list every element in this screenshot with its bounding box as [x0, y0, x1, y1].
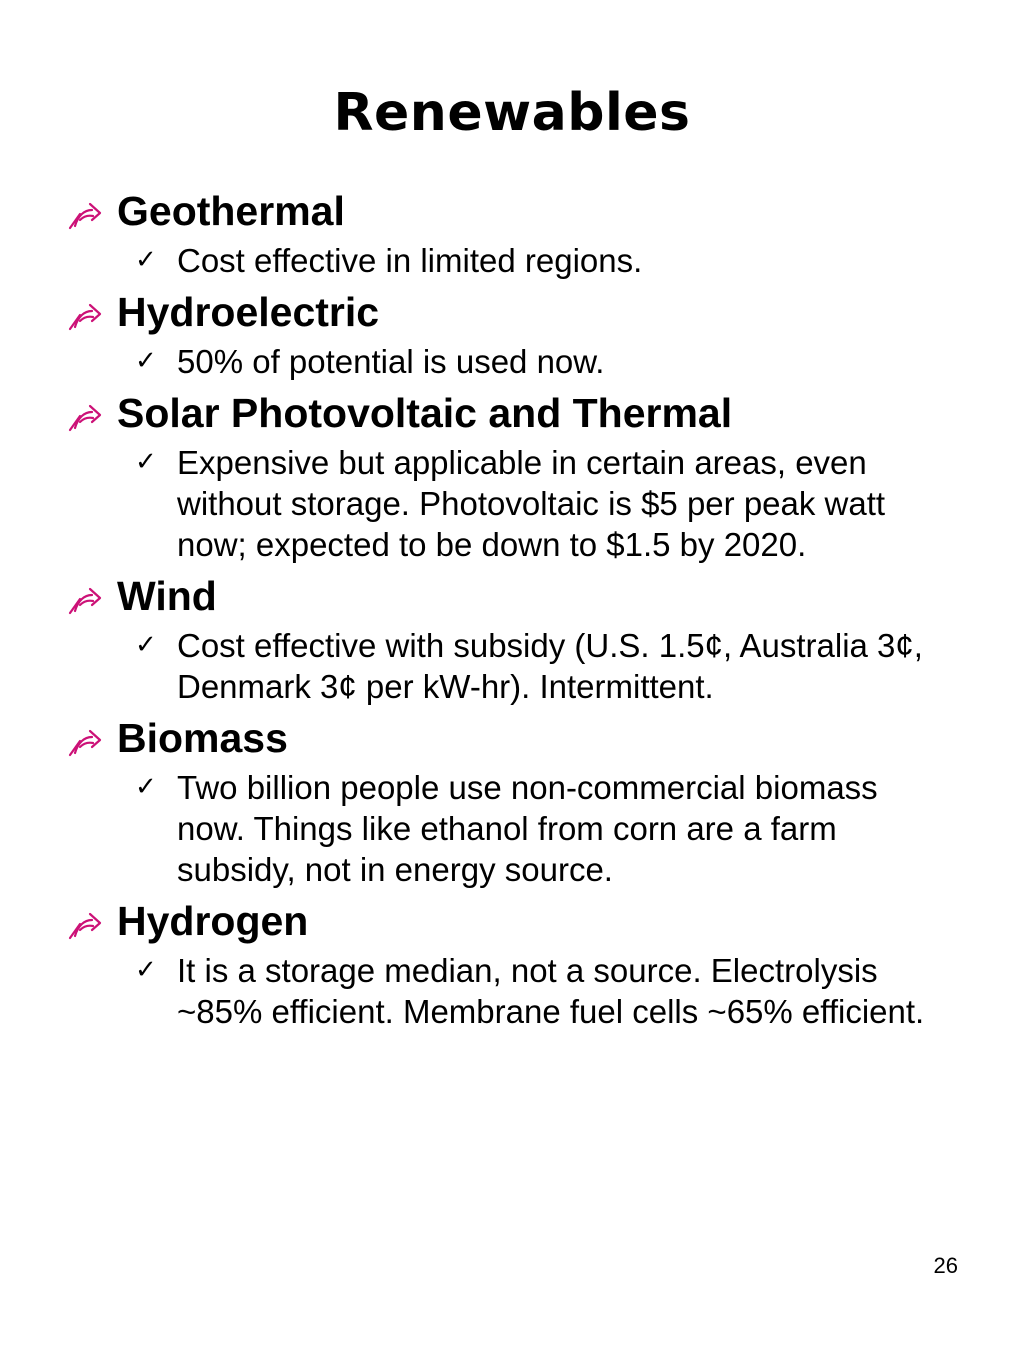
curved-arrow-icon — [66, 723, 102, 759]
checkmark-icon: ✓ — [135, 630, 157, 660]
topic-detail: Expensive but applicable in certain areas, even without storage. Photovoltaic is $5 per peak watt now; expected to be down to $1.5 by 2020. — [177, 444, 886, 563]
topic-label: Wind — [117, 573, 217, 619]
list-item-biomass — [66, 713, 966, 890]
list-item-hydroelectric — [66, 287, 966, 382]
curved-arrow-icon — [66, 297, 102, 333]
curved-arrow-icon — [66, 581, 102, 617]
list-item-wind — [66, 571, 966, 707]
checkmark-icon: ✓ — [135, 772, 157, 802]
topic-detail: Cost effective with subsidy (U.S. 1.5¢, Australia 3¢, Denmark 3¢ per kW-hr). Intermittent. — [177, 627, 923, 705]
topic-detail: It is a storage median, not a source. Electrolysis ~85% efficient. Membrane fuel cells ~65% efficient. — [177, 952, 925, 1030]
page-number: 26 — [933, 1253, 958, 1278]
curved-arrow-icon — [66, 196, 102, 232]
checkmark-icon: ✓ — [135, 346, 157, 376]
topic-label: Biomass — [117, 715, 288, 761]
curved-arrow-icon — [66, 906, 102, 942]
topic-detail: Cost effective in limited regions. — [177, 242, 643, 279]
curved-arrow-icon — [66, 398, 102, 434]
checkmark-icon: ✓ — [135, 955, 157, 985]
list-item-solar — [66, 388, 966, 565]
checkmark-icon: ✓ — [135, 447, 157, 477]
page-title: Renewables — [333, 83, 691, 143]
list-item-hydrogen — [66, 896, 966, 1032]
topic-label: Hydrogen — [117, 898, 309, 944]
topic-label: Hydroelectric — [117, 289, 380, 335]
checkmark-icon: ✓ — [135, 245, 157, 275]
topic-detail: Two billion people use non-commercial biomass now. Things like ethanol from corn are a farm subsidy, not in energy source. — [177, 769, 878, 888]
topic-detail: 50% of potential is used now. — [177, 343, 605, 380]
list-item-geothermal — [66, 186, 966, 281]
topic-list — [66, 186, 966, 1038]
topic-label: Geothermal — [117, 188, 345, 234]
topic-label: Solar Photovoltaic and Thermal — [117, 390, 733, 436]
